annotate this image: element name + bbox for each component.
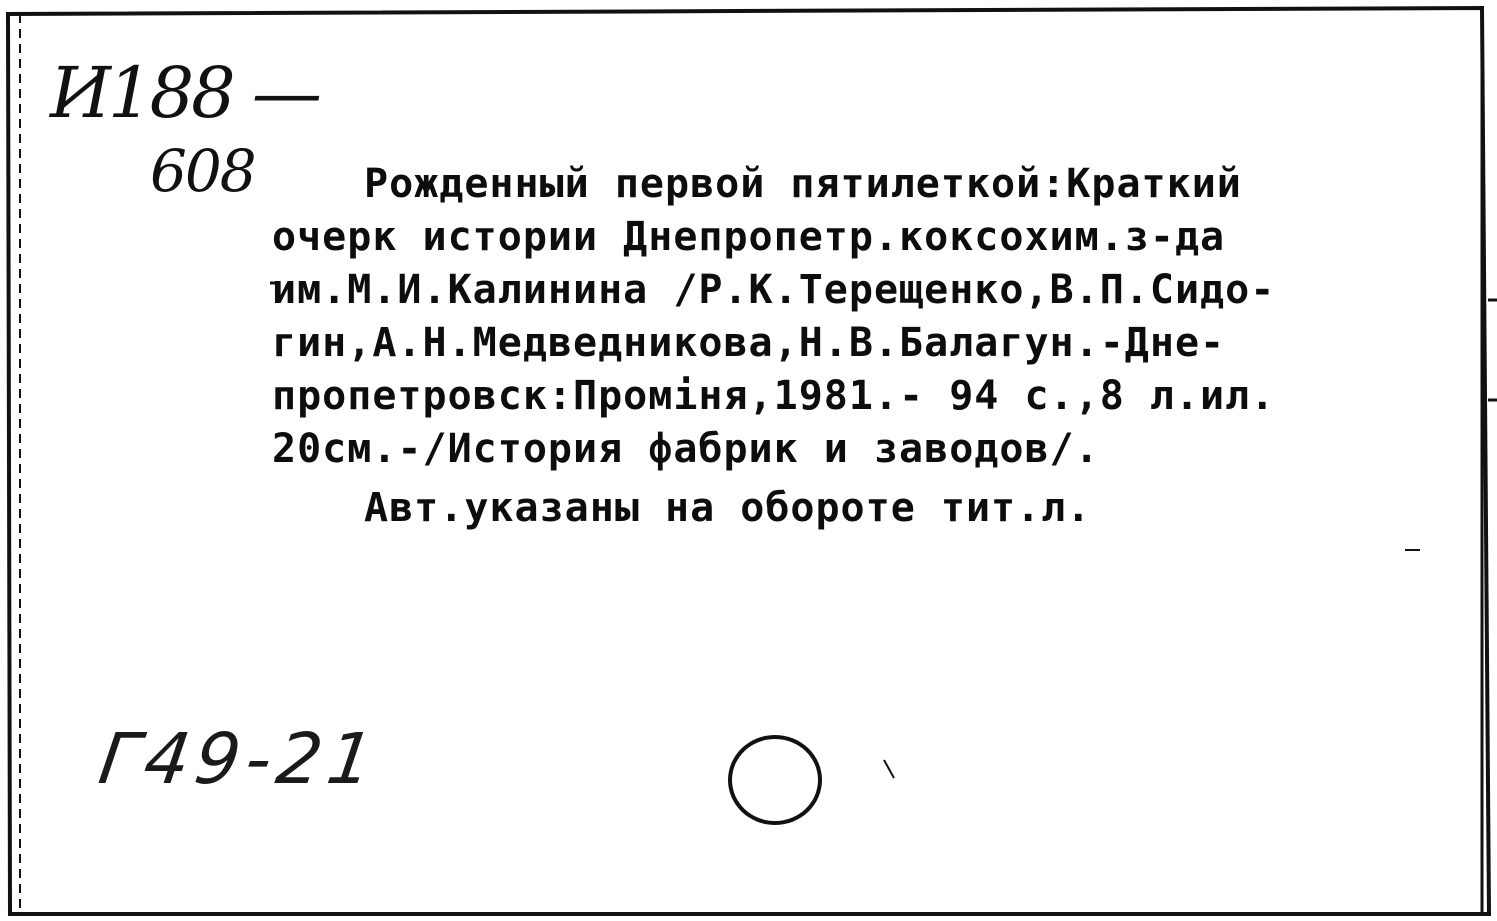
bibliographic-entry <box>272 158 1487 535</box>
punch-hole <box>728 735 822 825</box>
entry-line-4: гин,А.Н.Медведникова,Н.В.Балагун.-Дне- <box>272 320 1226 366</box>
inventory-number: Г49-21 <box>94 718 385 800</box>
entry-note: Авт.указаны на обороте тит.л. <box>364 485 1092 531</box>
entry-line-2: очерк истории Днепропетр.коксохим.з-да <box>272 214 1226 260</box>
entry-line-5: пропетровск:Проміня,1981.- 94 с.,8 л.ил. <box>272 373 1276 419</box>
entry-line-1: Рожденный первой пятилеткой:Краткий <box>364 161 1242 207</box>
entry-line-6: 20см.-/История фабрик и заводов/. <box>272 426 1100 472</box>
shelfmark-bottom: 608 <box>150 137 255 205</box>
shelfmark-top: И188 — <box>50 52 319 134</box>
entry-line-3: им.М.И.Калинина /Р.К.Терещенко,В.П.Сидо- <box>272 267 1276 313</box>
